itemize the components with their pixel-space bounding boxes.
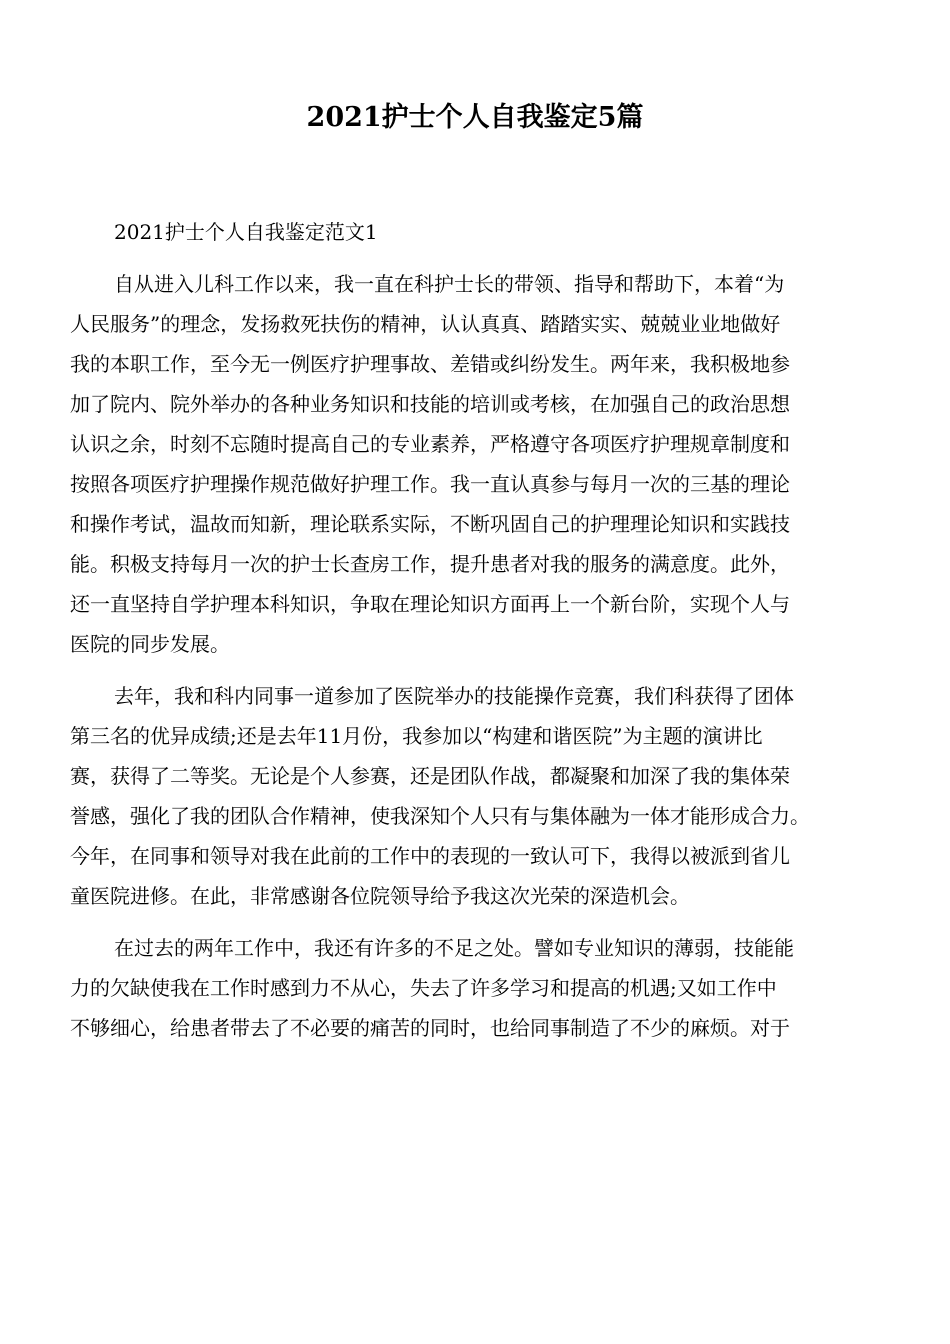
paragraph-line: 赛，获得了二等奖。无论是个人参赛，还是团队作战，都凝聚和加深了我的集体荣 xyxy=(70,764,790,788)
paragraph-line: 去年，我和科内同事一道参加了医院举办的技能操作竞赛，我们科获得了团体 xyxy=(114,684,794,708)
paragraph-line: 能。积极支持每月一次的护士长查房工作，提升患者对我的服务的满意度。此外， xyxy=(70,552,790,576)
paragraph-line: 不够细心，给患者带去了不必要的痛苦的同时，也给同事制造了不少的麻烦。对于 xyxy=(70,1016,790,1040)
paragraph-1 xyxy=(70,264,886,664)
paragraph-line: 童医院进修。在此，非常感谢各位院领导给予我这次光荣的深造机会。 xyxy=(70,884,690,908)
document-body xyxy=(70,264,886,1060)
paragraph-line: 加了院内、院外举办的各种业务知识和技能的培训或考核，在加强自己的政治思想 xyxy=(70,392,790,416)
section-heading: 2021护士个人自我鉴定范文1 xyxy=(114,220,378,244)
document-title: 2021护士个人自我鉴定5篇 xyxy=(306,102,644,133)
paragraph-line: 力的欠缺使我在工作时感到力不从心，失去了许多学习和提高的机遇;又如工作中 xyxy=(70,976,777,1000)
paragraph-line: 第三名的优异成绩;还是去年11月份，我参加以“构建和谐医院”为主题的演讲比 xyxy=(70,724,763,748)
paragraph-line: 还一直坚持自学护理本科知识，争取在理论知识方面再上一个新台阶，实现个人与 xyxy=(70,592,790,616)
paragraph-line: 我的本职工作，至今无一例医疗护理事故、差错或纠纷发生。两年来，我积极地参 xyxy=(70,352,790,376)
paragraph-2 xyxy=(70,676,886,916)
paragraph-line: 誉感，强化了我的团队合作精神，使我深知个人只有与集体融为一体才能形成合力。 xyxy=(70,804,810,828)
paragraph-line: 人民服务”的理念，发扬救死扶伤的精神，认认真真、踏踏实实、兢兢业业地做好 xyxy=(70,312,781,336)
paragraph-line: 在过去的两年工作中，我还有许多的不足之处。譬如专业知识的薄弱，技能能 xyxy=(114,936,794,960)
paragraph-line: 按照各项医疗护理操作规范做好护理工作。我一直认真参与每月一次的三基的理论 xyxy=(70,472,790,496)
paragraph-3 xyxy=(70,928,886,1048)
paragraph-line: 认识之余，时刻不忘随时提高自己的专业素养，严格遵守各项医疗护理规章制度和 xyxy=(70,432,790,456)
paragraph-line: 和操作考试，温故而知新，理论联系实际，不断巩固自己的护理理论知识和实践技 xyxy=(70,512,790,536)
paragraph-line: 自从进入儿科工作以来，我一直在科护士长的带领、指导和帮助下，本着“为 xyxy=(114,272,785,296)
paragraph-line: 医院的同步发展。 xyxy=(70,632,230,656)
paragraph-line: 今年，在同事和领导对我在此前的工作中的表现的一致认可下，我得以被派到省儿 xyxy=(70,844,790,868)
